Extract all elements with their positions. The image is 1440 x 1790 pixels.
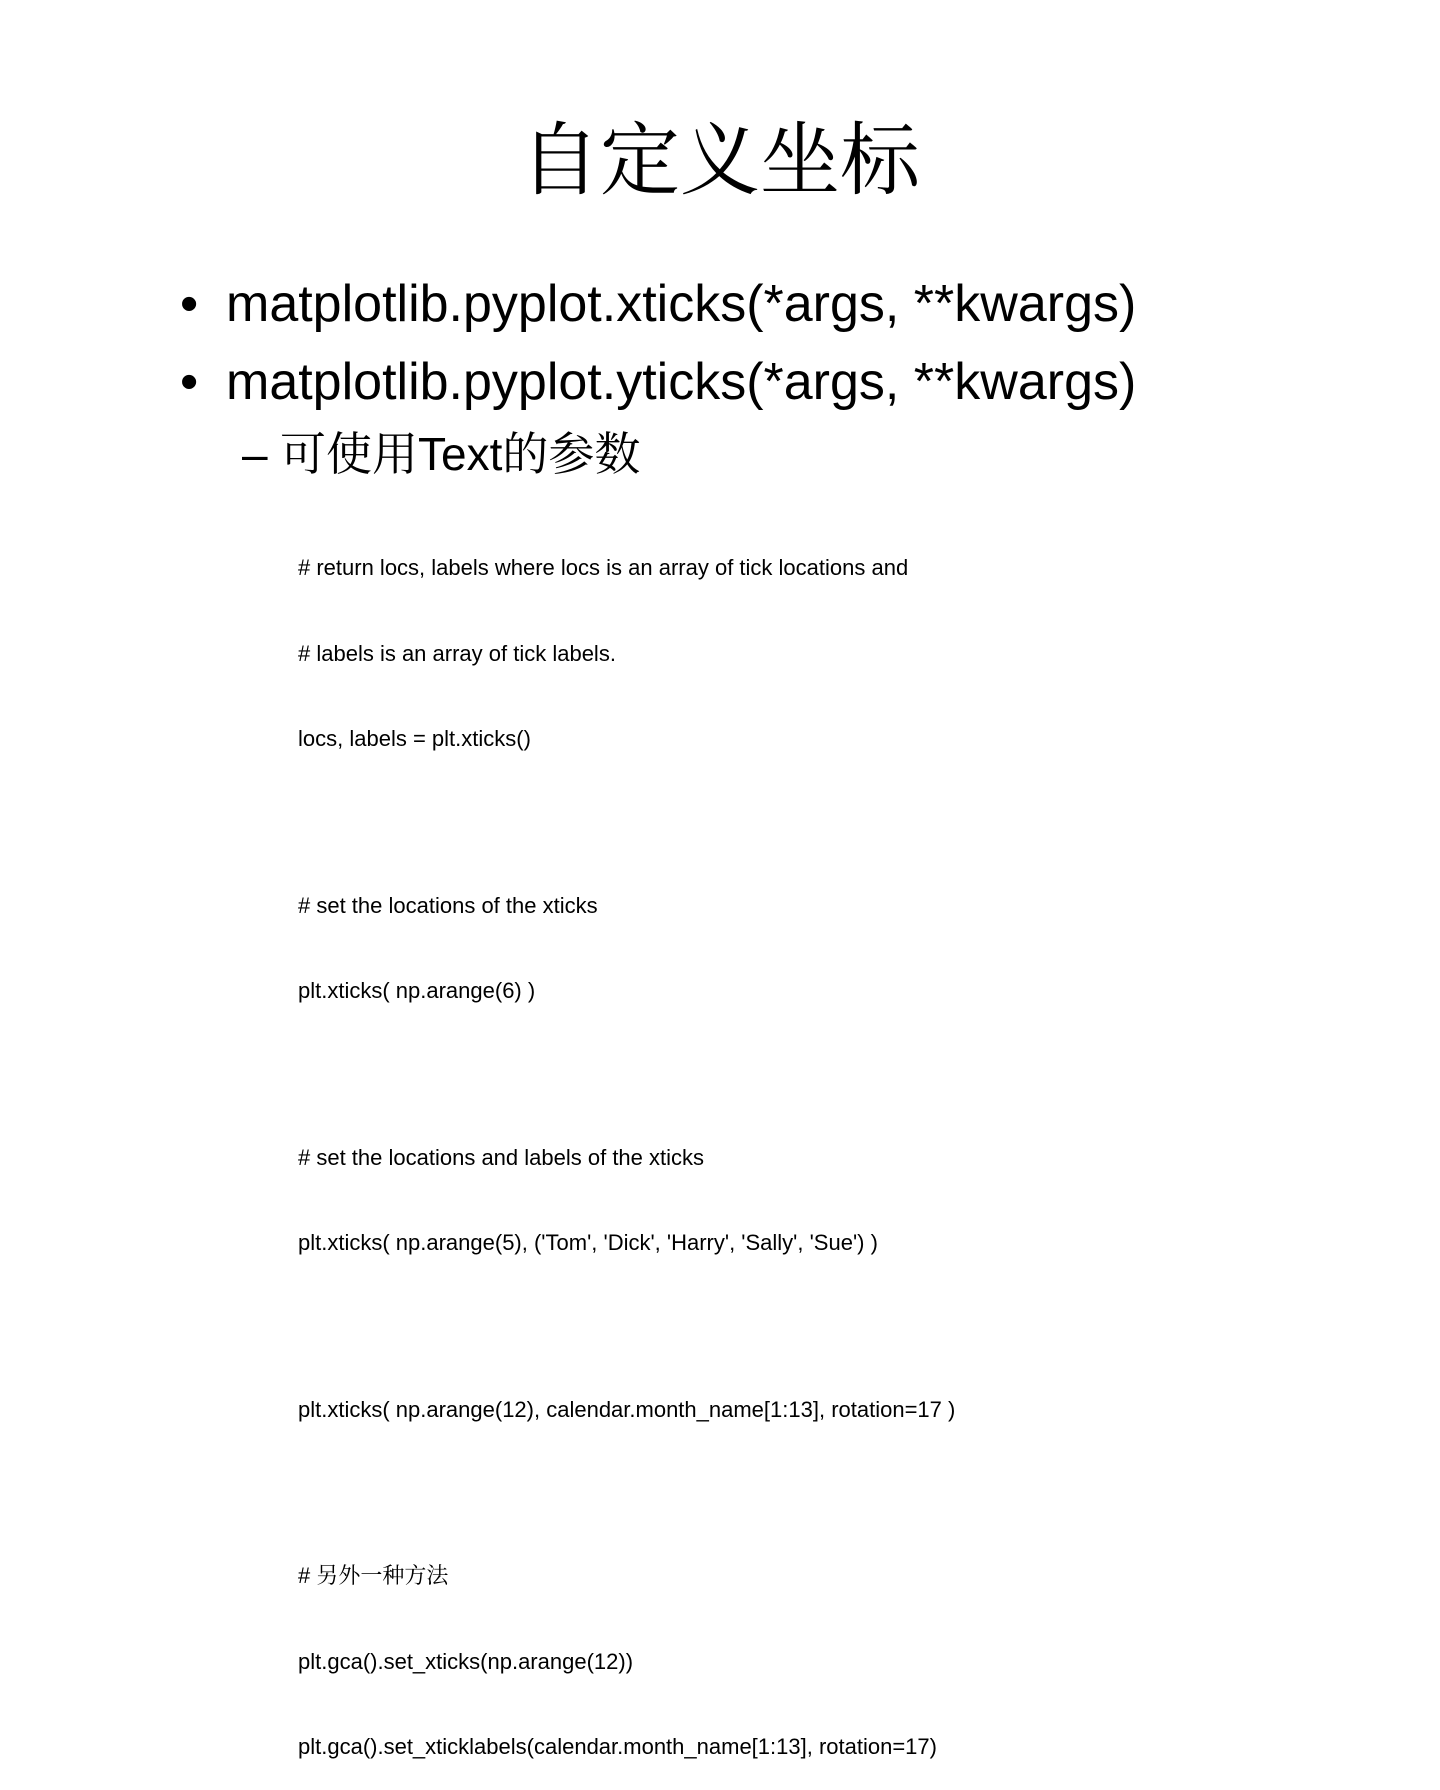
code-comment: # 另外一种方法: [298, 1563, 449, 1588]
code-line: plt.xticks( np.arange(5), ('Tom', 'Dick', 'Harry', 'Sally', 'Sue') ): [298, 1230, 878, 1255]
code-line: plt.gca().set_xticks(np.arange(12)): [298, 1648, 634, 1674]
bullet-yticks: [180, 350, 1136, 414]
slide-title: 自定义坐标: [520, 118, 920, 206]
sub-bullet-text: 可使用Text的参数: [280, 428, 641, 480]
code-spacer: [298, 1063, 955, 1087]
bullet-xticks: [180, 272, 1136, 336]
code-line: plt.gca().set_xticklabels(calendar.month_name[1:13], rotation=17): [298, 1734, 937, 1759]
code-example: [298, 497, 955, 1790]
code-spacer: [298, 1481, 955, 1505]
code-comment: # set the locations and labels of the xticks: [298, 1144, 705, 1170]
bullet-dot: •: [180, 275, 199, 333]
sub-bullet-dash: –: [242, 428, 268, 480]
code-line: plt.xticks( np.arange(6) ): [298, 978, 536, 1003]
sub-bullet-text-params: [242, 424, 640, 484]
code-line: plt.xticks( np.arange(12), calendar.month_name[1:13], rotation=17 ): [298, 1396, 956, 1422]
code-comment: # return locs, labels where locs is an array of tick locations and: [298, 555, 909, 580]
bullet-xticks-text: matplotlib.pyplot.xticks(*args, **kwargs): [226, 275, 1137, 333]
code-comment: # labels is an array of tick labels.: [298, 640, 616, 666]
code-comment: # set the locations of the xticks: [298, 892, 598, 918]
bullet-yticks-text: matplotlib.pyplot.yticks(*args, **kwargs): [226, 353, 1137, 411]
code-spacer: [298, 1315, 955, 1339]
code-line: locs, labels = plt.xticks(): [298, 726, 531, 751]
code-spacer: [298, 811, 955, 835]
bullet-dot: •: [180, 353, 199, 411]
